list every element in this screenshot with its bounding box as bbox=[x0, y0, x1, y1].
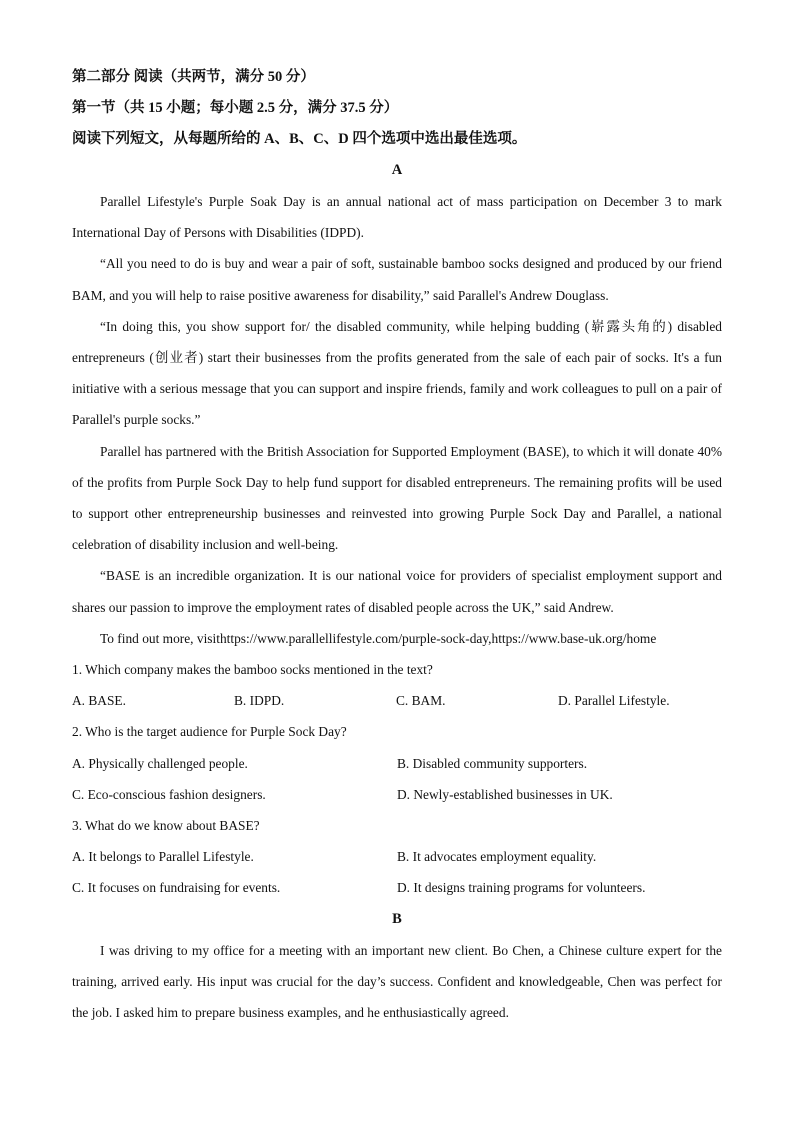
passage-a-paragraph: To find out more, visithttps://www.parallellifestyle.com/purple-sock-day,https://www.base-uk.org/home bbox=[100, 630, 657, 646]
passage-a-paragraph: “All you need to do is buy and wear a pair of soft, sustainable bamboo socks designed and produced by our friend BAM, and you will help to raise positive awareness for disability,” said Parallel's Andrew Douglass. bbox=[72, 256, 722, 303]
passage-a-paragraph: “In doing this, you show support for/ the disabled community, while helping budding (崭露头角的) disabled entrepreneurs (创业者) start their businesses from the profits generated from the sale of each pair of socks. It's a fun initiative with a serious message that you can support and inspire friends, family and work colleagues to pull on a pair of Parallel's purple socks.” bbox=[72, 318, 722, 428]
section-heading: 第一节（共 15 小题；每小题 2.5 分，满分 37.5 分） bbox=[72, 100, 399, 116]
passage-b-paragraph: I was driving to my office for a meeting with an important new client. Bo Chen, a Chinese culture expert for the training, arrived early. His input was crucial for the day’s success. Confident and knowledgeable, Chen was perfect for the job. I asked him to prepare business examples, and he enthusiastically agreed. bbox=[72, 942, 722, 1021]
passage-a-label: A bbox=[391, 162, 403, 178]
passage-a-paragraph: Parallel Lifestyle's Purple Soak Day is an annual national act of mass participation on December 3 to mark International Day of Persons with Disabilities (IDPD). bbox=[72, 194, 722, 241]
instruction-text: 阅读下列短文，从每题所给的 A、B、C、D 四个选项中选出最佳选项。 bbox=[72, 131, 527, 147]
option: C. BAM. bbox=[396, 693, 446, 709]
part-heading: 第二部分 阅读（共两节，满分 50 分） bbox=[72, 69, 315, 85]
question-stem: 2. Who is the target audience for Purple Sock Day? bbox=[72, 724, 347, 740]
document-page bbox=[72, 62, 722, 1028]
option: B. Disabled community supporters. bbox=[397, 755, 588, 771]
option: D. Newly-established businesses in UK. bbox=[397, 786, 613, 802]
question-options bbox=[72, 685, 722, 716]
option: D. It designs training programs for volunteers. bbox=[397, 880, 646, 896]
option: D. Parallel Lifestyle. bbox=[558, 693, 670, 709]
question-options bbox=[72, 872, 722, 903]
option: B. IDPD. bbox=[234, 693, 285, 709]
option: C. It focuses on fundraising for events. bbox=[72, 880, 281, 896]
question-stem: 1. Which company makes the bamboo socks mentioned in the text? bbox=[72, 662, 433, 678]
option: A. BASE. bbox=[72, 693, 126, 709]
option: A. Physically challenged people. bbox=[72, 755, 248, 771]
passage-a-paragraph: “BASE is an incredible organization. It is our national voice for providers of specialist employment support and shares our passion to improve the employment rates of disabled people across the UK,” said Andrew. bbox=[72, 568, 722, 615]
passage-a-paragraph: Parallel has partnered with the British Association for Supported Employment (BASE), to which it will donate 40% of the profits from Purple Sock Day to help fund support for disabled entrepreneurs. The remaining profits will be used to support other entrepreneurship businesses and reinvested into growing Purple Sock Day and Parallel, a national celebration of disability inclusion and well-being. bbox=[72, 443, 722, 553]
question-stem: 3. What do we know about BASE? bbox=[72, 818, 260, 834]
passage-b-label: B bbox=[392, 910, 402, 927]
option: B. It advocates employment equality. bbox=[397, 849, 597, 865]
question-options bbox=[72, 779, 722, 810]
question-options bbox=[72, 748, 722, 779]
question-options bbox=[72, 841, 722, 872]
option: A. It belongs to Parallel Lifestyle. bbox=[72, 849, 254, 865]
option: C. Eco-conscious fashion designers. bbox=[72, 786, 266, 802]
